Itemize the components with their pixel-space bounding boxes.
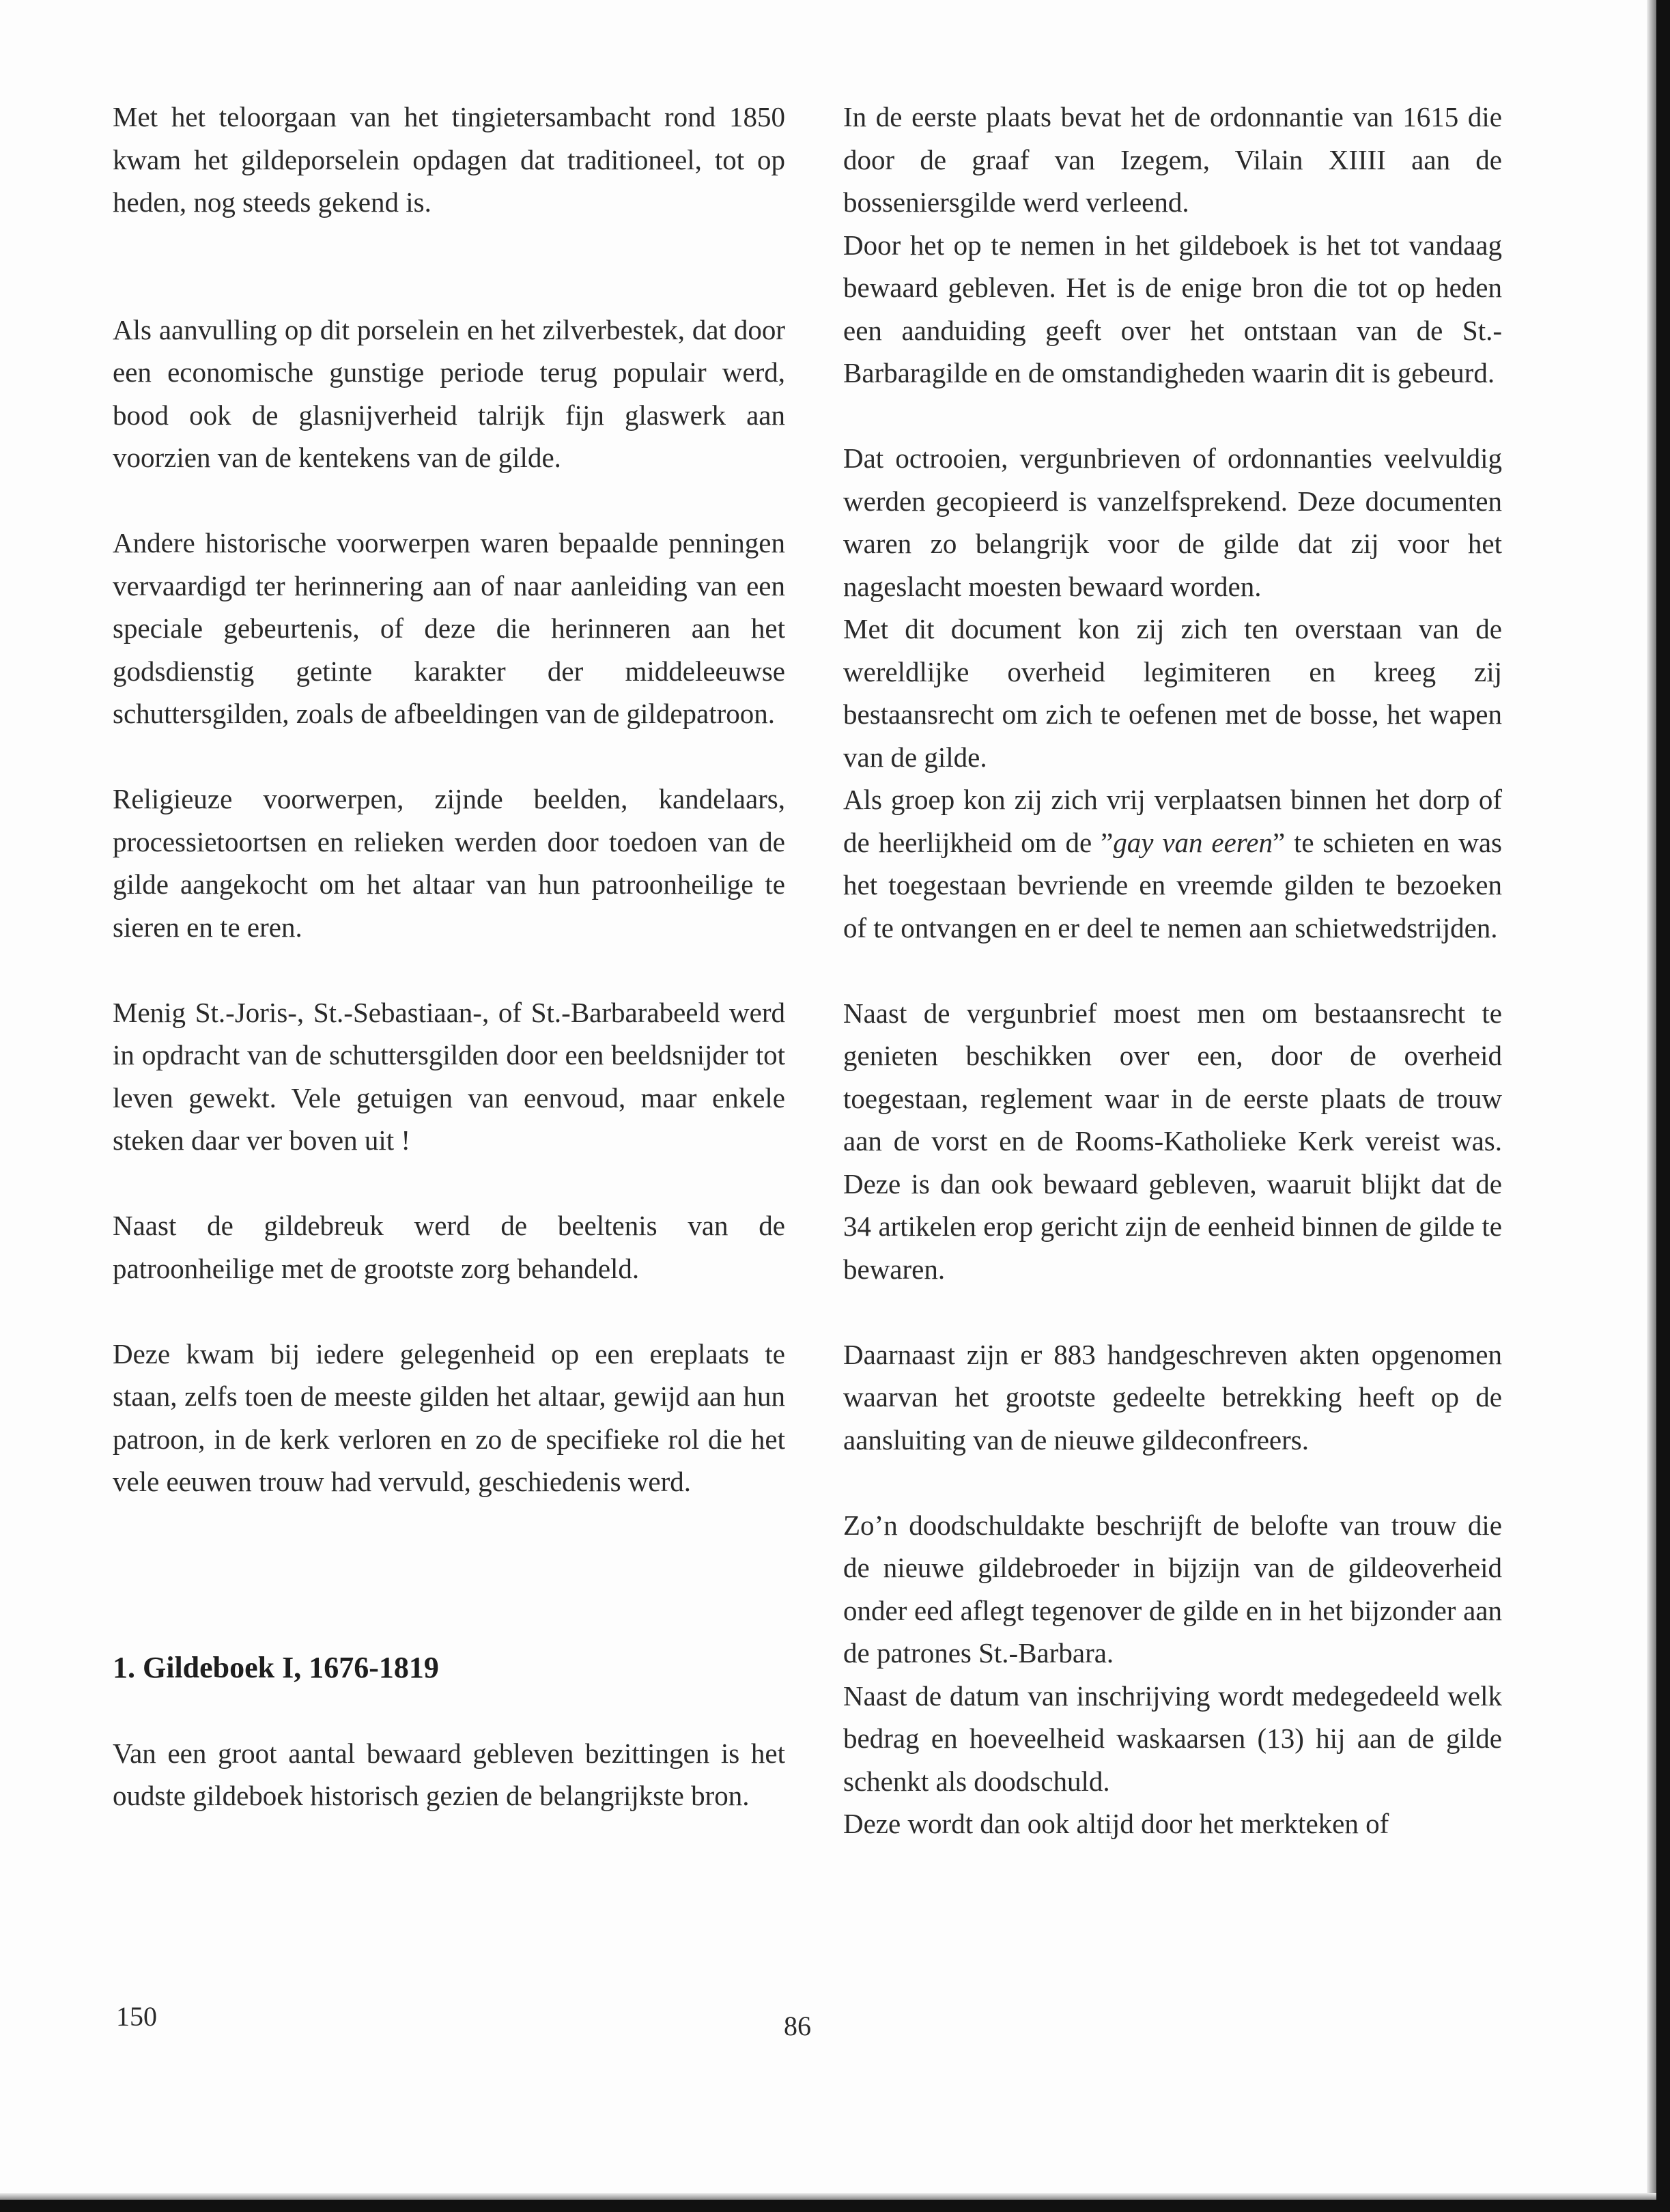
page-number-center: 86 (784, 2011, 811, 2041)
section-heading: 1. Gildeboek I, 1676-1819 (113, 1650, 439, 1684)
paragraph: In de eerste plaats bevat het de ordonnantie van 1615 die door de graaf van Izegem, Vilain XIIII aan de bosseniersgilde werd verleend. (843, 101, 1502, 218)
paragraph: Naast de datum van inschrijving wordt medegedeeld welk bedrag en hoeveelheid waskaarsen (13) hij aan de gilde schenkt als doodschuld. (843, 1679, 1502, 1797)
scan-edge-right (1656, 0, 1670, 2212)
paragraph-with-quote (843, 778, 1502, 949)
left-column (113, 96, 785, 1817)
paragraph: Naast de vergunbrief moest men om bestaansrecht te genieten beschikken over een, door de overheid toegestaan, reglement waar in de eerste plaats de trouw aan de vorst en de Rooms-Katholieke Kerk vereist was. Deze is dan ook bewaard gebleven, waaruit blijkt dat de 34 artikelen erop gericht zijn de eenheid binnen de gilde te bewaren. (843, 997, 1502, 1285)
paragraph: Andere historische voorwerpen waren bepaalde penningen vervaardigd ter herinnering aan of naar aanleiding van een speciale gebeurtenis, of deze die herinneren aan het godsdienstig getinte karakter der middeleeuwse schuttersgilden, zoals de afbeeldingen van de gildepatroon. (113, 527, 785, 729)
paragraph: Menig St.-Joris-, St.-Sebastiaan-, of St.-Barbarabeeld werd in opdracht van de schuttersgilden door een beeldsnijder tot leven gewekt. Vele getuigen van eenvoud, maar enkele steken daar ver boven uit ! (113, 996, 785, 1156)
paragraph: Deze kwam bij iedere gelegenheid op een ereplaats te staan, zelfs toen de meeste gilden het altaar, gewijd aan hun patroon, in de kerk verloren en zo de specifieke rol die het vele eeuwen trouw had vervuld, geschiedenis werd. (113, 1337, 785, 1497)
scan-edge-shadow-bottom (0, 2193, 1656, 2200)
paragraph: Van een groot aantal bewaard gebleven bezittingen is het oudste gildeboek historisch gezien de belangrijkste bron. (113, 1737, 785, 1811)
right-column (843, 96, 1502, 1845)
scan-edge-shadow (1647, 0, 1656, 2212)
paragraph: Met het teloorgaan van het tingietersambacht rond 1850 kwam het gildeporselein opdagen dat traditioneel, tot op heden, nog steeds gekend is. (113, 101, 785, 218)
paragraph: Met dit document kon zij zich ten overstaan van de wereldlijke overheid legimiteren en kreeg zij bestaansrecht om zich te oefenen met de bosse, het wapen van de gilde. (843, 613, 1502, 773)
paragraph: Religieuze voorwerpen, zijnde beelden, kandelaars, processietoortsen en relieken werden door toedoen van de gilde aangekocht om het altaar van hun patroonheilige te sieren en te eren. (113, 783, 785, 943)
paragraph: Zo’n doodschuldakte beschrijft de belofte van trouw die de nieuwe gildebroeder in bijzijn van de gildeoverheid onder eed aflegt tegenover de gilde en in het bijzonder aan de patrones St.-Barbara. (843, 1509, 1502, 1669)
paragraph: Dat octrooien, vergunbrieven of ordonnanties veelvuldig werden gecopieerd is vanzelfsprekend. Deze documenten waren zo belangrijk voor de gilde dat zij voor het nageslacht moesten bewaard worden. (843, 442, 1502, 602)
paragraph: Door het op te nemen in het gildeboek is het tot vandaag bewaard gebleven. Het is de enige bron die tot op heden een aanduiding geeft over het ontstaan van de St.-Barbaragilde en de omstandigheden waarin dit is gebeurd. (843, 229, 1502, 388)
text-span: ” te schieten en was het toegestaan bevriende en vreemde gilden te bezoeken of te ontvangen en er deel te nemen aan schietwedstrijden. (843, 826, 1503, 944)
paragraph: Daarnaast zijn er 883 handgeschreven akten opgenomen waarvan het grootste gedeelte betrekking heeft op de aansluiting van de nieuwe gildeconfreers. (843, 1338, 1502, 1456)
scan-edge-bottom (0, 2200, 1670, 2212)
paragraph: Deze wordt dan ook altijd door het merkteken of (843, 1808, 1389, 1839)
page-number-left: 150 (116, 2001, 157, 2032)
text-span: Als groep kon zij zich vrij verplaatsen binnen het dorp of de heerlijkheid om de ” (843, 784, 1502, 858)
italic-quote: gay van eeren (1113, 826, 1273, 858)
paragraph: Als aanvulling op dit porselein en het zilverbestek, dat door een economische gunstige periode terug populair werd, bood ook de glasnijverheid talrijk fijn glaswerk aan voorzien van de kentekens van de gilde. (113, 313, 785, 473)
paragraph: Naast de gildebreuk werd de beeltenis van de patroonheilige met de grootste zorg behandeld. (113, 1210, 785, 1284)
